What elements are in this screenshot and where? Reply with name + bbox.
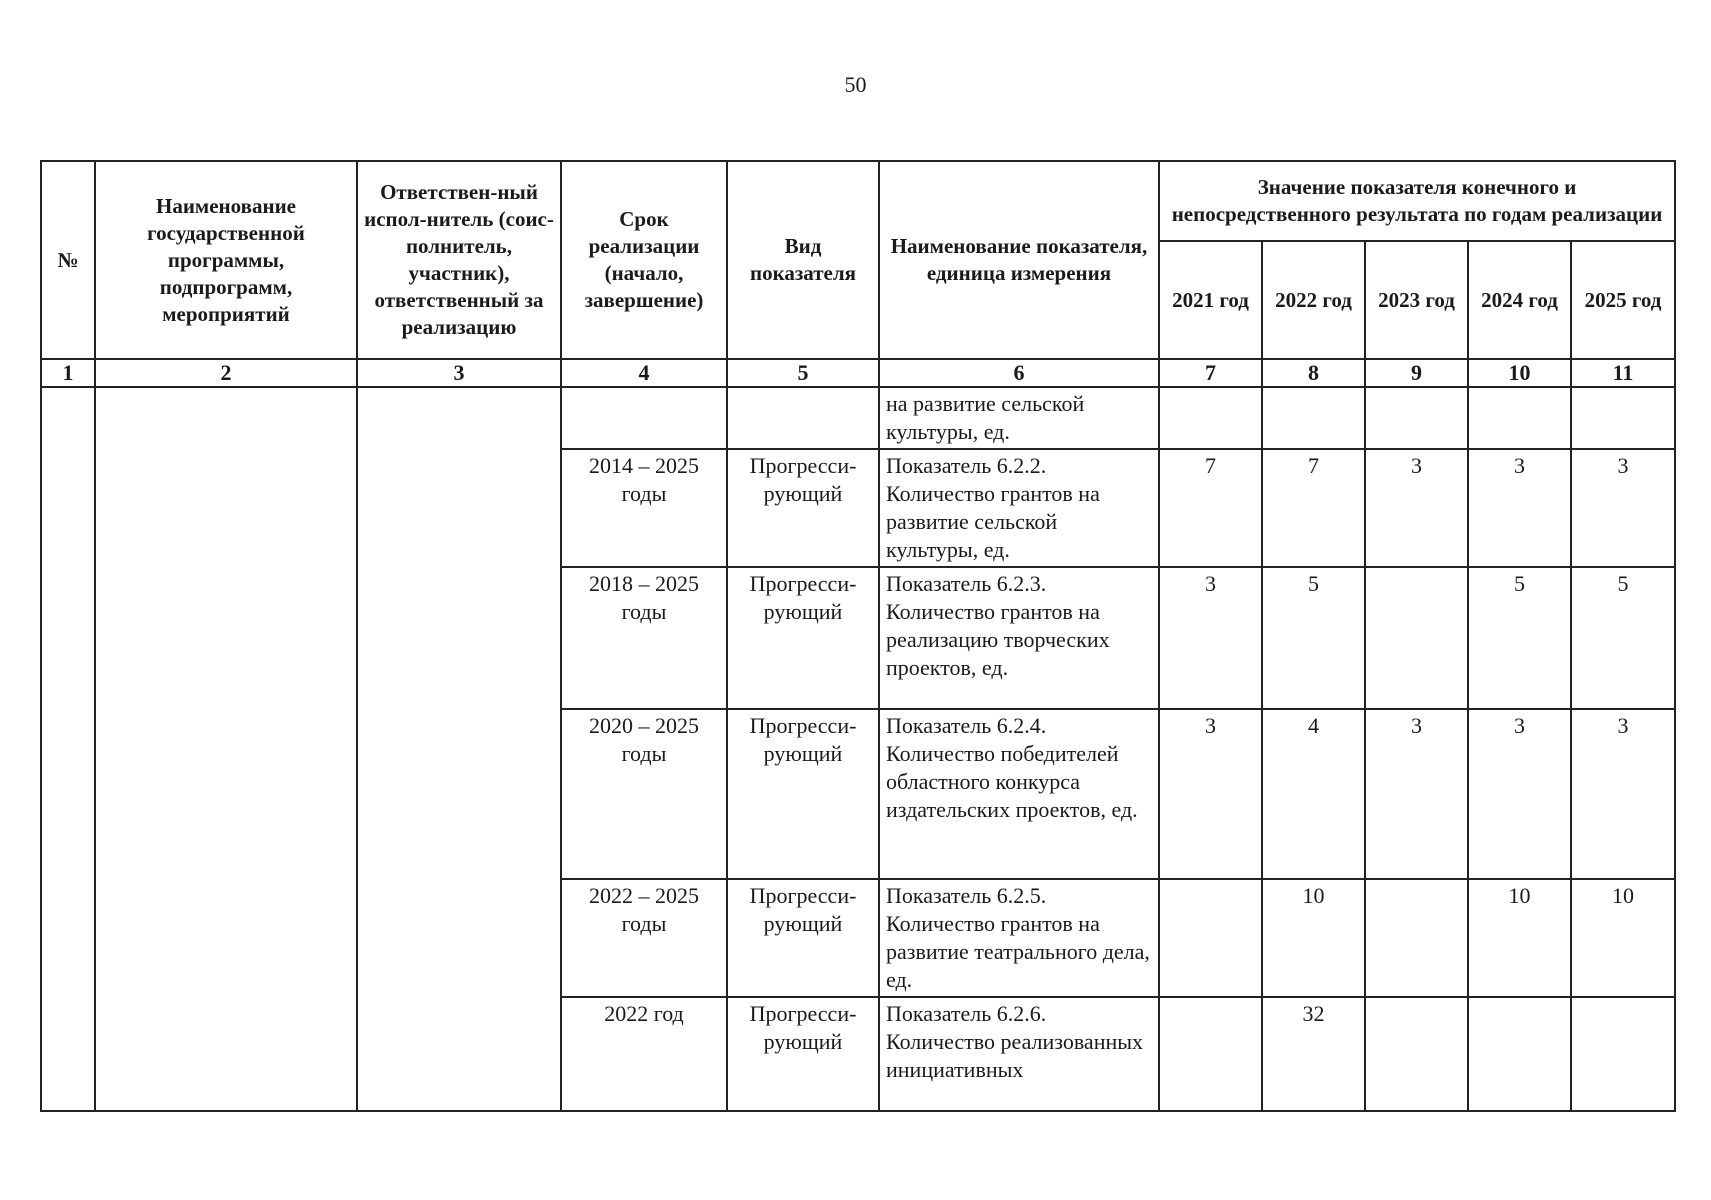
value-cell: 3 [1571, 709, 1675, 879]
value-cell [1365, 567, 1468, 709]
value-cell: 10 [1571, 879, 1675, 997]
column-number: 9 [1365, 359, 1468, 387]
header-executor: Ответствен-ный испол-нитель (соис-полнитель, участник), ответственный за реализацию [357, 161, 561, 359]
header-indicator-type: Вид показателя [727, 161, 879, 359]
value-cell: 7 [1159, 449, 1262, 567]
indicator-type-cell [727, 387, 879, 449]
indicator-name-cell: Показатель 6.2.4. Количество победителей областного конкурса издательских проектов, ед. [879, 709, 1159, 879]
header-indicator-name: Наименование показателя, единица измерения [879, 161, 1159, 359]
header-year: 2025 год [1571, 241, 1675, 359]
header-program-name: Наименование государственной программы, подпрограмм, мероприятий [95, 161, 357, 359]
value-cell: 3 [1468, 449, 1571, 567]
value-cell: 3 [1365, 449, 1468, 567]
value-cell [1262, 387, 1365, 449]
table-row [41, 387, 1675, 449]
value-cell: 3 [1571, 449, 1675, 567]
column-number: 2 [95, 359, 357, 387]
column-number: 1 [41, 359, 95, 387]
indicator-name-cell: Показатель 6.2.3. Количество грантов на реализацию творческих проектов, ед. [879, 567, 1159, 709]
header-number: № [41, 161, 95, 359]
value-cell [1159, 879, 1262, 997]
page-number: 50 [844, 72, 867, 97]
header-year: 2024 год [1468, 241, 1571, 359]
period-cell: 2020 – 2025 годы [561, 709, 727, 879]
value-cell: 10 [1262, 879, 1365, 997]
period-cell: 2014 – 2025 годы [561, 449, 727, 567]
value-cell [1365, 879, 1468, 997]
column-number: 5 [727, 359, 879, 387]
indicator-type-cell: Прогресси-рующий [727, 567, 879, 709]
value-cell [1159, 387, 1262, 449]
column-number: 7 [1159, 359, 1262, 387]
header-period: Срок реализации (начало, завершение) [561, 161, 727, 359]
indicator-name-cell: Показатель 6.2.5. Количество грантов на развитие театрального дела, ед. [879, 879, 1159, 997]
period-cell: 2022 – 2025 годы [561, 879, 727, 997]
value-cell [1571, 387, 1675, 449]
value-cell: 7 [1262, 449, 1365, 567]
value-cell [1468, 997, 1571, 1111]
indicator-type-cell: Прогресси-рующий [727, 449, 879, 567]
header-year: 2021 год [1159, 241, 1262, 359]
value-cell: 32 [1262, 997, 1365, 1111]
header-values-group: Значение показателя конечного и непосредственного результата по годам реализации [1159, 161, 1675, 241]
indicator-type-cell: Прогресси-рующий [727, 879, 879, 997]
period-cell: 2018 – 2025 годы [561, 567, 727, 709]
column-number: 11 [1571, 359, 1675, 387]
indicator-name-cell: Показатель 6.2.6. Количество реализованных инициативных [879, 997, 1159, 1111]
indicator-name-cell: на развитие сельской культуры, ед. [879, 387, 1159, 449]
value-cell: 10 [1468, 879, 1571, 997]
value-cell: 3 [1159, 567, 1262, 709]
number-cell [41, 387, 95, 1111]
column-number: 4 [561, 359, 727, 387]
indicator-type-cell: Прогресси-рующий [727, 709, 879, 879]
header-year: 2023 год [1365, 241, 1468, 359]
value-cell [1571, 997, 1675, 1111]
value-cell: 5 [1262, 567, 1365, 709]
value-cell: 3 [1159, 709, 1262, 879]
value-cell: 4 [1262, 709, 1365, 879]
value-cell [1365, 387, 1468, 449]
indicator-type-cell: Прогресси-рующий [727, 997, 879, 1111]
value-cell: 3 [1468, 709, 1571, 879]
header-year: 2022 год [1262, 241, 1365, 359]
value-cell: 5 [1571, 567, 1675, 709]
value-cell [1468, 387, 1571, 449]
program-name-cell [95, 387, 357, 1111]
value-cell: 3 [1365, 709, 1468, 879]
column-number: 10 [1468, 359, 1571, 387]
value-cell [1159, 997, 1262, 1111]
period-cell [561, 387, 727, 449]
column-number: 6 [879, 359, 1159, 387]
indicator-name-cell: Показатель 6.2.2. Количество грантов на развитие сельской культуры, ед. [879, 449, 1159, 567]
executor-cell [357, 387, 561, 1111]
period-cell: 2022 год [561, 997, 727, 1111]
indicators-table [40, 160, 1676, 1112]
value-cell: 5 [1468, 567, 1571, 709]
column-number: 3 [357, 359, 561, 387]
value-cell [1365, 997, 1468, 1111]
column-number: 8 [1262, 359, 1365, 387]
